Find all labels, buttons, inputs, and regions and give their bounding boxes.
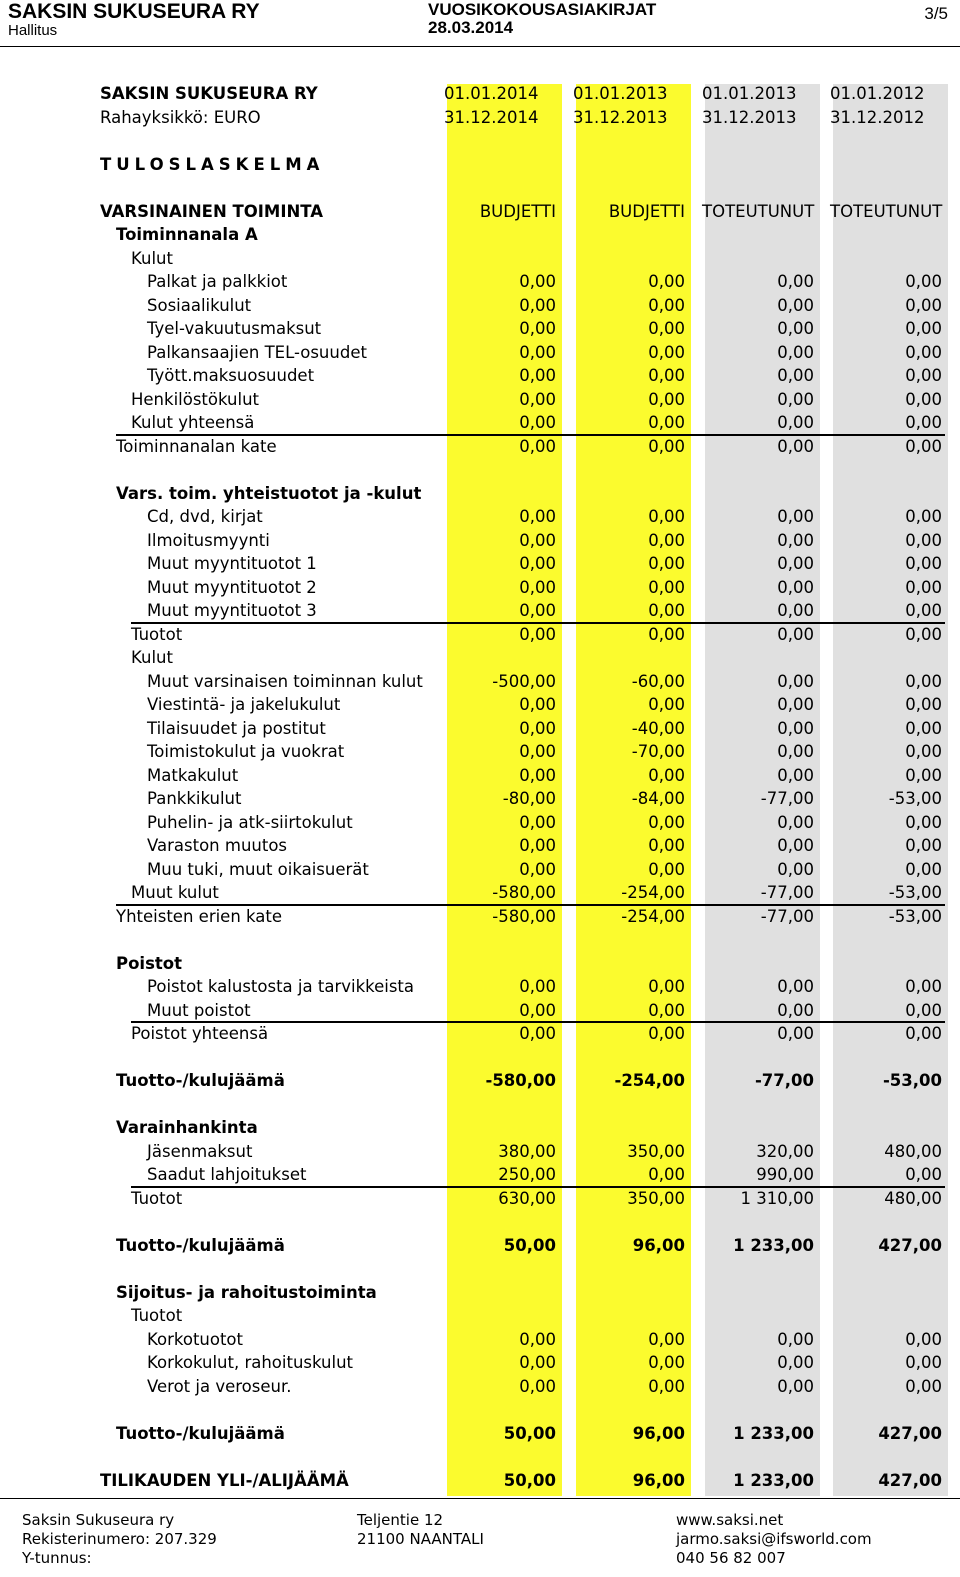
row-value-col2: 350,00: [627, 1141, 685, 1161]
row-value-col1: -580,00: [492, 906, 556, 926]
table-row: [0, 693, 960, 717]
table-row: [0, 1163, 960, 1187]
row-value-col2: -84,00: [631, 789, 685, 808]
row-value-col2: 31.12.2013: [573, 107, 668, 127]
row-value-col4: 0,00: [905, 295, 942, 315]
row-label: Tuotot: [131, 1188, 183, 1208]
row-value-col1: 0,00: [519, 1000, 556, 1020]
table-row: [0, 1234, 960, 1258]
row-value-col2: 0,00: [648, 507, 685, 526]
row-value-col3: 0,00: [777, 718, 814, 738]
row-label: Toiminnanala A: [116, 225, 258, 244]
table-row: [0, 1187, 960, 1211]
row-value-col1: 0,00: [519, 342, 556, 362]
row-value-col1: 0,00: [519, 530, 556, 550]
row-value-col2: 350,00: [627, 1188, 685, 1208]
row-value-col1: 0,00: [519, 577, 556, 597]
header-organization: SAKSIN SUKUSEURA RY: [8, 0, 260, 23]
row-label: Varainhankinta: [116, 1118, 258, 1137]
row-value-col4: 0,00: [905, 1376, 942, 1396]
row-value-col1: 0,00: [519, 507, 556, 526]
row-value-col1: 0,00: [519, 554, 556, 573]
row-value-col2: 0,00: [648, 577, 685, 597]
row-value-col4: 0,00: [905, 366, 942, 385]
row-label: Varaston muutos: [147, 836, 288, 855]
table-row: [0, 999, 960, 1023]
row-value-col1: -580,00: [492, 883, 556, 902]
row-value-col2: 0,00: [648, 1353, 685, 1372]
row-label: Sosiaalikulut: [147, 295, 252, 315]
spacer-row: [0, 1445, 960, 1469]
table-row: [0, 552, 960, 576]
row-value-col4: 0,00: [905, 342, 942, 362]
header-document-title: VUOSIKOKOUSASIAKIRJAT: [428, 0, 657, 19]
row-label: Muut varsinaisen toiminnan kulut: [147, 671, 423, 691]
row-label: Muut myyntituotot 3: [147, 601, 317, 620]
footer-postal: 21100 NAANTALI: [357, 1530, 484, 1548]
row-value-col3: 31.12.2013: [702, 107, 797, 127]
row-value-col3: 1 233,00: [733, 1235, 814, 1255]
row-value-col3: 0,00: [777, 1329, 814, 1349]
row-value-col3: 0,00: [777, 554, 814, 573]
table-row: [0, 505, 960, 529]
row-value-col4: TOTEUTUNUT: [830, 201, 943, 221]
row-label: Korkotuotot: [147, 1329, 243, 1349]
row-value-col3: 0,00: [777, 601, 814, 620]
footer-organization-info: [22, 1511, 217, 1568]
table-row: [0, 364, 960, 388]
row-value-col4: 0,00: [905, 554, 942, 573]
spacer-row: [0, 1257, 960, 1281]
row-label: Kulut yhteensä: [131, 413, 255, 432]
row-value-col2: 0,00: [648, 765, 685, 785]
row-value-col4: -53,00: [888, 883, 942, 902]
row-value-col1: 0,00: [519, 272, 556, 291]
table-row: [0, 270, 960, 294]
row-value-col3: -77,00: [754, 1071, 814, 1090]
row-value-col3: 0,00: [777, 1024, 814, 1043]
row-value-col1: 250,00: [498, 1165, 556, 1184]
footer-website[interactable]: www.saksi.net: [676, 1511, 784, 1529]
row-label: Pankkikulut: [147, 789, 242, 808]
table-row: [0, 1281, 960, 1305]
table-row: [0, 1022, 960, 1046]
row-label: Tyel-vakuutusmaksut: [147, 319, 322, 338]
row-value-col4: 0,00: [905, 1000, 942, 1020]
row-value-col2: 0,00: [648, 554, 685, 573]
row-value-col4: 0,00: [905, 836, 942, 855]
table-row: [0, 1375, 960, 1399]
row-value-col2: 0,00: [648, 319, 685, 338]
row-value-col1: 0,00: [519, 436, 556, 456]
row-value-col3: 0,00: [777, 836, 814, 855]
spacer-row: [0, 129, 960, 153]
row-value-col4: 0,00: [905, 436, 942, 456]
table-row: [0, 952, 960, 976]
table-row: [0, 294, 960, 318]
row-value-col1: 0,00: [519, 695, 556, 714]
table-row: [0, 881, 960, 905]
row-value-col1: 0,00: [519, 319, 556, 338]
row-label: Toimistokulut ja vuokrat: [147, 742, 345, 761]
table-row: [0, 1069, 960, 1093]
table-row: [0, 811, 960, 835]
row-value-col3: -77,00: [760, 906, 814, 926]
row-label: Tuotot: [131, 624, 183, 644]
row-label: Poistot yhteensä: [131, 1024, 269, 1043]
row-label: Tuotto-/kulujäämä: [116, 1423, 285, 1443]
row-value-col2: 0,00: [648, 295, 685, 315]
table-row: [0, 1304, 960, 1328]
row-label: Palkat ja palkkiot: [147, 272, 288, 291]
row-value-col4: -53,00: [888, 906, 942, 926]
row-value-col2: 0,00: [648, 1000, 685, 1020]
row-value-col1: 380,00: [498, 1141, 556, 1161]
row-value-col3: 0,00: [777, 765, 814, 785]
row-value-col2: 0,00: [648, 436, 685, 456]
row-label: TULOSLASKELMA: [100, 154, 325, 174]
table-row: [0, 834, 960, 858]
table-row: [0, 646, 960, 670]
row-label: Cd, dvd, kirjat: [147, 507, 263, 526]
table-row: [0, 717, 960, 741]
row-value-col1: 0,00: [519, 859, 556, 879]
row-value-col2: 0,00: [648, 601, 685, 620]
footer-contact: [676, 1511, 872, 1568]
row-value-col2: 0,00: [648, 977, 685, 996]
row-value-col3: 0,00: [777, 319, 814, 338]
row-value-col3: 0,00: [777, 389, 814, 409]
row-value-col1: 0,00: [519, 765, 556, 785]
row-value-col2: 96,00: [632, 1423, 685, 1443]
row-value-col1: 0,00: [519, 1329, 556, 1349]
row-value-col4: 0,00: [905, 1024, 942, 1043]
table-row: [0, 82, 960, 106]
row-value-col3: 0,00: [777, 295, 814, 315]
row-value-col2: -60,00: [631, 671, 685, 691]
row-value-col2: 0,00: [648, 530, 685, 550]
table-row: [0, 1422, 960, 1446]
row-value-col4: 480,00: [884, 1141, 942, 1161]
row-value-col4: 480,00: [884, 1188, 942, 1208]
row-label: Tuotot: [131, 1306, 183, 1325]
row-value-col4: 01.01.2012: [830, 84, 925, 103]
row-value-col3: 1 233,00: [733, 1470, 814, 1490]
table-row: [0, 223, 960, 247]
footer-address: [357, 1511, 484, 1549]
table-row: [0, 905, 960, 929]
row-value-col3: TOTEUTUNUT: [702, 201, 815, 221]
spacer-row: [0, 1210, 960, 1234]
row-value-col3: 0,00: [777, 859, 814, 879]
row-value-col1: 0,00: [519, 1376, 556, 1396]
row-value-col1: 0,00: [519, 601, 556, 620]
footer-business-id: Y-tunnus:: [22, 1549, 92, 1567]
row-value-col2: 0,00: [648, 695, 685, 714]
row-value-col1: 0,00: [519, 977, 556, 996]
row-value-col1: 0,00: [519, 389, 556, 409]
row-value-col4: 31.12.2012: [830, 107, 925, 127]
row-value-col3: 0,00: [777, 436, 814, 456]
row-value-col4: 0,00: [905, 1353, 942, 1372]
row-label: Kulut: [131, 248, 173, 268]
table-row: [0, 599, 960, 623]
row-value-col2: -254,00: [614, 1071, 685, 1090]
row-value-col4: 0,00: [905, 601, 942, 620]
row-value-col4: 0,00: [905, 859, 942, 879]
row-label: Ilmoitusmyynti: [147, 530, 270, 550]
row-value-col3: 0,00: [777, 507, 814, 526]
row-value-col2: 0,00: [648, 624, 685, 644]
row-label: Jäsenmaksut: [147, 1141, 253, 1161]
row-value-col2: 0,00: [648, 1376, 685, 1396]
row-value-col1: 50,00: [503, 1423, 556, 1443]
row-value-col4: 0,00: [905, 1165, 942, 1184]
row-label: Henkilöstökulut: [131, 389, 260, 409]
row-value-col1: 0,00: [519, 742, 556, 761]
row-value-col3: 990,00: [756, 1165, 814, 1184]
footer-email[interactable]: jarmo.saksi@ifsworld.com: [676, 1530, 872, 1548]
table-row: [0, 1116, 960, 1140]
row-label: Sijoitus- ja rahoitustoiminta: [116, 1282, 377, 1302]
row-value-col4: 0,00: [905, 530, 942, 550]
row-value-col4: 427,00: [878, 1470, 942, 1490]
page-number: 3/5: [924, 4, 948, 23]
row-label: Tuotto-/kulujäämä: [116, 1071, 285, 1090]
row-value-col3: 0,00: [777, 413, 814, 432]
row-value-col4: 0,00: [905, 718, 942, 738]
row-value-col4: 0,00: [905, 1329, 942, 1349]
row-label: Poistot: [116, 953, 183, 973]
row-value-col3: 0,00: [777, 530, 814, 550]
row-value-col4: 0,00: [905, 695, 942, 714]
row-value-col1: -500,00: [492, 671, 556, 691]
row-value-col4: 0,00: [905, 671, 942, 691]
table-row: [0, 200, 960, 224]
row-value-col3: 0,00: [777, 624, 814, 644]
spacer-row: [0, 1093, 960, 1117]
row-value-col3: 0,00: [777, 812, 814, 832]
table-row: [0, 482, 960, 506]
row-value-col3: 1 233,00: [733, 1423, 814, 1443]
table-row: [0, 153, 960, 177]
row-value-col3: 0,00: [777, 272, 814, 291]
row-value-col3: 0,00: [777, 1353, 814, 1372]
row-value-col4: -53,00: [888, 789, 942, 808]
row-value-col2: 0,00: [648, 1024, 685, 1043]
row-value-col4: 427,00: [878, 1235, 942, 1255]
row-value-col3: 320,00: [756, 1141, 814, 1161]
row-label: Toiminnanalan kate: [116, 436, 277, 456]
row-value-col2: 96,00: [632, 1235, 685, 1255]
row-value-col1: 0,00: [519, 295, 556, 315]
row-value-col1: 0,00: [519, 812, 556, 832]
row-value-col3: 0,00: [777, 977, 814, 996]
row-label: Saadut lahjoitukset: [147, 1165, 307, 1184]
row-label: Tilaisuudet ja postitut: [147, 718, 326, 738]
row-value-col4: 0,00: [905, 765, 942, 785]
table-row: [0, 341, 960, 365]
row-label: Muu tuki, muut oikaisuerät: [147, 859, 369, 879]
row-value-col4: 0,00: [905, 507, 942, 526]
row-label: Muut myyntituotot 2: [147, 577, 317, 597]
row-value-col4: 0,00: [905, 319, 942, 338]
row-label: Tuotto-/kulujäämä: [116, 1235, 285, 1255]
row-label: Kulut: [131, 648, 173, 667]
row-value-col1: 50,00: [503, 1235, 556, 1255]
row-label: TILIKAUDEN YLI-/ALIJÄÄMÄ: [100, 1470, 349, 1490]
header-unit: Hallitus: [8, 22, 58, 39]
row-value-col4: 427,00: [878, 1423, 942, 1443]
row-value-col2: -70,00: [631, 742, 685, 761]
row-label: Poistot kalustosta ja tarvikkeista: [147, 977, 415, 996]
row-label: Puhelin- ja atk-siirtokulut: [147, 812, 353, 832]
row-value-col4: -53,00: [882, 1071, 942, 1090]
row-label: Korkokulut, rahoituskulut: [147, 1353, 354, 1372]
row-value-col2: -254,00: [621, 883, 685, 902]
row-value-col1: 0,00: [519, 366, 556, 385]
row-label: Yhteisten erien kate: [116, 906, 283, 926]
row-label: Tyött.maksuosuudet: [147, 366, 315, 385]
row-value-col2: BUDJETTI: [608, 201, 685, 221]
table-row: [0, 975, 960, 999]
row-value-col3: 0,00: [777, 742, 814, 761]
footer-street: Teljentie 12: [357, 1511, 444, 1529]
row-value-col2: 0,00: [648, 342, 685, 362]
row-label: Muut poistot: [147, 1000, 251, 1020]
row-value-col4: 0,00: [905, 977, 942, 996]
row-value-col4: 0,00: [905, 624, 942, 644]
row-value-col3: 0,00: [777, 577, 814, 597]
row-value-col1: 0,00: [519, 624, 556, 644]
row-value-col2: 0,00: [648, 413, 685, 432]
table-row: [0, 388, 960, 412]
row-value-col4: 0,00: [905, 413, 942, 432]
table-row: [0, 317, 960, 341]
row-value-col2: 0,00: [648, 859, 685, 879]
table-row: [0, 623, 960, 647]
header-date: 28.03.2014: [428, 18, 514, 37]
row-value-col4: 0,00: [905, 272, 942, 291]
row-value-col1: -80,00: [502, 789, 556, 808]
row-value-col2: 0,00: [648, 366, 685, 385]
row-value-col1: 50,00: [503, 1470, 556, 1490]
row-value-col2: 0,00: [648, 1165, 685, 1184]
row-value-col3: 0,00: [777, 671, 814, 691]
row-value-col2: -254,00: [621, 906, 685, 926]
row-label: Viestintä- ja jakelukulut: [147, 695, 341, 714]
row-value-col2: -40,00: [631, 718, 685, 738]
spacer-row: [0, 458, 960, 482]
row-value-col2: 0,00: [648, 389, 685, 409]
table-row: [0, 1469, 960, 1493]
row-value-col1: 0,00: [519, 836, 556, 855]
row-value-col4: 0,00: [905, 742, 942, 761]
spacer-row: [0, 928, 960, 952]
row-label: Muut myyntituotot 1: [147, 554, 317, 573]
table-row: [0, 1351, 960, 1375]
row-value-col4: 0,00: [905, 577, 942, 597]
row-label: Matkakulut: [147, 765, 239, 785]
row-label: Verot ja veroseur.: [147, 1376, 292, 1396]
table-row: [0, 1328, 960, 1352]
spacer-row: [0, 1046, 960, 1070]
table-row: [0, 529, 960, 553]
row-value-col3: 0,00: [777, 342, 814, 362]
table-row: [0, 106, 960, 130]
row-value-col1: BUDJETTI: [479, 201, 556, 221]
table-row: [0, 764, 960, 788]
footer-register-number: Rekisterinumero: 207.329: [22, 1530, 217, 1548]
table-row: [0, 435, 960, 459]
row-value-col3: 0,00: [777, 1000, 814, 1020]
row-value-col3: 1 310,00: [740, 1188, 814, 1208]
table-row: [0, 411, 960, 435]
table-row: [0, 576, 960, 600]
row-value-col4: 0,00: [905, 812, 942, 832]
row-value-col1: 0,00: [519, 718, 556, 738]
footer-phone: 040 56 82 007: [676, 1549, 786, 1567]
row-label: Palkansaajien TEL-osuudet: [147, 342, 367, 362]
row-label: SAKSIN SUKUSEURA RY: [100, 84, 318, 103]
row-value-col2: 0,00: [648, 1329, 685, 1349]
row-value-col2: 0,00: [648, 812, 685, 832]
row-value-col2: 01.01.2013: [573, 84, 668, 103]
table-row: [0, 740, 960, 764]
row-label: Muut kulut: [131, 883, 219, 902]
table-row: [0, 787, 960, 811]
table-row: [0, 670, 960, 694]
row-value-col3: 0,00: [777, 1376, 814, 1396]
row-value-col1: 31.12.2014: [444, 107, 539, 127]
row-value-col3: -77,00: [760, 883, 814, 902]
row-label: VARSINAINEN TOIMINTA: [100, 201, 324, 221]
row-value-col1: 0,00: [519, 1024, 556, 1043]
row-value-col3: 0,00: [777, 695, 814, 714]
spacer-row: [0, 1398, 960, 1422]
row-value-col1: 01.01.2014: [444, 84, 539, 103]
row-value-col3: 0,00: [777, 366, 814, 385]
row-label: Rahayksikkö: EURO: [100, 107, 261, 127]
row-value-col1: 0,00: [519, 1353, 556, 1372]
row-value-col2: 0,00: [648, 272, 685, 291]
row-label: Vars. toim. yhteistuotot ja -kulut: [116, 483, 422, 503]
spacer-row: [0, 176, 960, 200]
row-value-col3: 01.01.2013: [702, 84, 797, 103]
table-row: [0, 1140, 960, 1164]
footer-org-name: Saksin Sukuseura ry: [22, 1511, 175, 1529]
row-value-col1: 0,00: [519, 413, 556, 432]
row-value-col4: 0,00: [905, 389, 942, 409]
row-value-col2: 0,00: [648, 836, 685, 855]
row-value-col3: -77,00: [760, 789, 814, 808]
row-value-col1: -580,00: [485, 1071, 556, 1090]
table-row: [0, 247, 960, 271]
row-value-col1: 630,00: [498, 1188, 556, 1208]
table-row: [0, 858, 960, 882]
page-footer: [0, 1498, 960, 1577]
row-value-col2: 96,00: [632, 1470, 685, 1490]
